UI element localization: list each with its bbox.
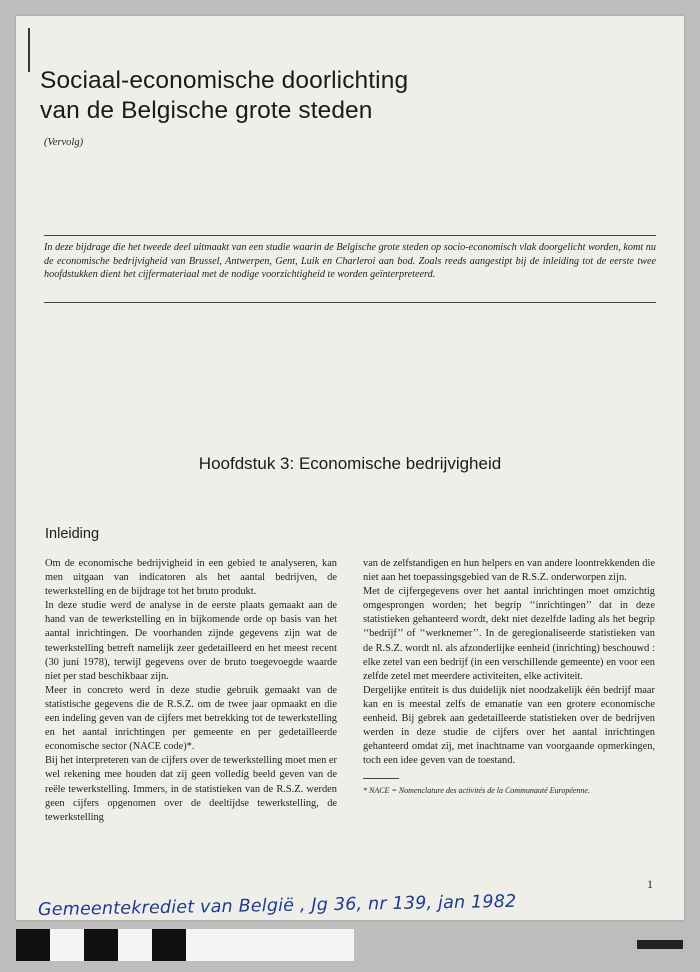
left-paragraph-3: Meer in concreto werd in deze studie gebruik gemaakt van de statistische gegevens die de R.S.Z. om de twee jaar opmaakt en die een indeling geven van de cijfers met betrekking tot de tewerkstelling en het aantal inrichtingen per gemeente en per gedetailleerde economische sector (NACE code)*. xyxy=(45,684,337,753)
left-paragraph-2: In deze studie werd de analyse in de eerste plaats gemaakt aan de hand van de tewerkstelling en in bijkomende orde op basis van het aantal inrichtingen. De voorhanden zijnde gegevens zijn wat de tewerkstelling betreft namelijk zeer gedetailleerd en het meest recent (30 juni 1978), terwijl gegevens over de bruto toegevoegde waarde niet per stad beschikbaar zijn. xyxy=(45,600,337,682)
left-paragraph-4: Bij het interpreteren van de cijfers over de tewerkstelling moet men er wel rekening mee houden dat zij geen volledig beeld geven van de reële tewerkstelling. Immers, in de statistieken van de R.S.Z. werden geen cijfers opgenomen over de deeltijdse tewerkstelling, de tewerkstelling xyxy=(45,755,337,823)
left-column xyxy=(45,557,337,825)
subtitle: (Vervolg) xyxy=(44,137,84,148)
footnote: * NACE = Nomenclature des activités de la Communauté Européenne. xyxy=(363,786,590,796)
document-page xyxy=(16,16,684,920)
document-title xyxy=(40,66,408,126)
section-heading: Inleiding xyxy=(45,526,100,542)
intro-paragraph: In deze bijdrage die het tweede deel uitmaakt van een studie waarin de Belgische grote steden op socio-economisch vlak doorgelicht worden, komt nu de economische bedrijvigheid van Brussel, Antwerpen, Gent, Luik en Charleroi aan bod. Zoals reeds aangestipt bij de inleiding tot de eerste twee hoofdstukken dient het cijfermateriaal met de nodige voorzichtigheid te worden geïnterpreteerd. xyxy=(44,242,656,281)
title-line-1: Sociaal-economische doorlichting xyxy=(40,67,409,94)
footnote-rule xyxy=(363,778,399,779)
intro-bottom-rule xyxy=(44,302,656,303)
calibration-bar xyxy=(50,929,84,961)
right-paragraph-2: Met de cijfergegevens over het aantal inrichtingen moet omzichtig omgesprongen worden; het begrip ‘‘inrichtingen’’ dat in deze statistieken gehanteerd wordt, dekt niet dezelfde lading als het begrip ‘‘bedrijf’’ of ‘‘werknemer’’. In de geregionaliseerde statistieken van de R.S.Z. wordt nl. als afzonderlijke eenheid (inrichting) beschouwd : elke zetel van een bedrijf (in een verschillende gemeente) en voor een zelfde zetel met meerdere activiteiten, elke activiteit. xyxy=(363,586,655,682)
scan-calibration-strip xyxy=(16,929,354,961)
calibration-bar xyxy=(16,929,50,961)
right-paragraph-3: Dergelijke entiteit is dus duidelijk niet noodzakelijk één bedrijf maar kan en is meestal zelfs de emanatie van een grotere economische eenheid. Bij gebrek aan gedetailleerde statistieken over de bedrijven werden in deze studie de cijfers over het aantal inrichtingen gehanteerd omdat zij, met inachtname van voorgaande opmerkingen, toch een idee geven van de toestand. xyxy=(363,684,655,767)
edge-mark xyxy=(28,28,30,72)
barcode-label-icon xyxy=(637,940,683,949)
calibration-bar xyxy=(84,929,118,961)
right-column xyxy=(363,557,655,796)
calibration-bar xyxy=(118,929,152,961)
calibration-bar xyxy=(186,929,354,961)
page-number: 1 xyxy=(647,877,653,891)
title-line-2: van de Belgische grote steden xyxy=(40,97,373,124)
chapter-heading: Hoofdstuk 3: Economische bedrijvigheid xyxy=(198,454,502,473)
calibration-bar xyxy=(152,929,186,961)
left-paragraph-1: Om de economische bedrijvigheid in een gebied te analyseren, kan men uitgaan van indicatoren als het aantal bedrijven, de tewerkstelling en de bijdrage tot het bruto produkt. xyxy=(45,558,337,598)
handwritten-annotation: Gemeentekrediet van België , Jg 36, nr 139, jan 1982 xyxy=(37,891,517,921)
intro-top-rule xyxy=(44,235,656,236)
right-paragraph-1: van de zelfstandigen en hun helpers en van andere loontrekkenden die niet aan het toepassingsgebied van de R.S.Z. onderworpen zijn. xyxy=(363,558,655,584)
